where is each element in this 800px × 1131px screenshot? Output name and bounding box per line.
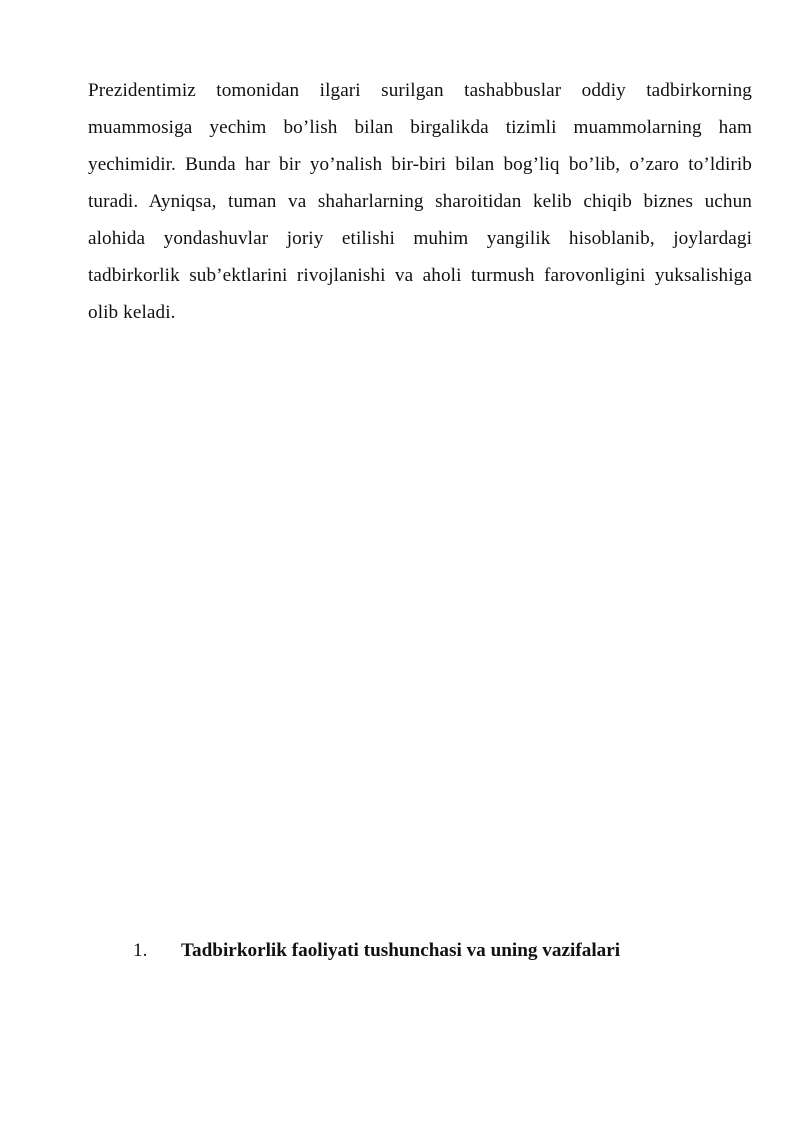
body-paragraph: Prezidentimiz tomonidan ilgari surilgan tashabbuslar oddiy tadbirkorning muammosiga yechim bo’lish bilan birgalikda tizimli muammolarning ham yechimidir. Bunda har bir yo’nalish bir-biri bilan bog’liq bo’lib, o’zaro to’ldirib turadi. Ayniqsa, tuman va shaharlarning sharoitidan kelib chiqib biznes uchun alohida yondashuvlar joriy etilishi muhim yangilik hisoblanib, joylardagi tadbirkorlik sub’ektlarini rivojlanishi va aholi turmush farovonligini yuksalishiga olib keladi.	[88, 80, 752, 323]
section-number: 1.	[133, 940, 148, 961]
section-heading	[133, 937, 753, 965]
section-title: Tadbirkorlik faoliyati tushunchasi va uning vazifalari	[181, 940, 621, 961]
